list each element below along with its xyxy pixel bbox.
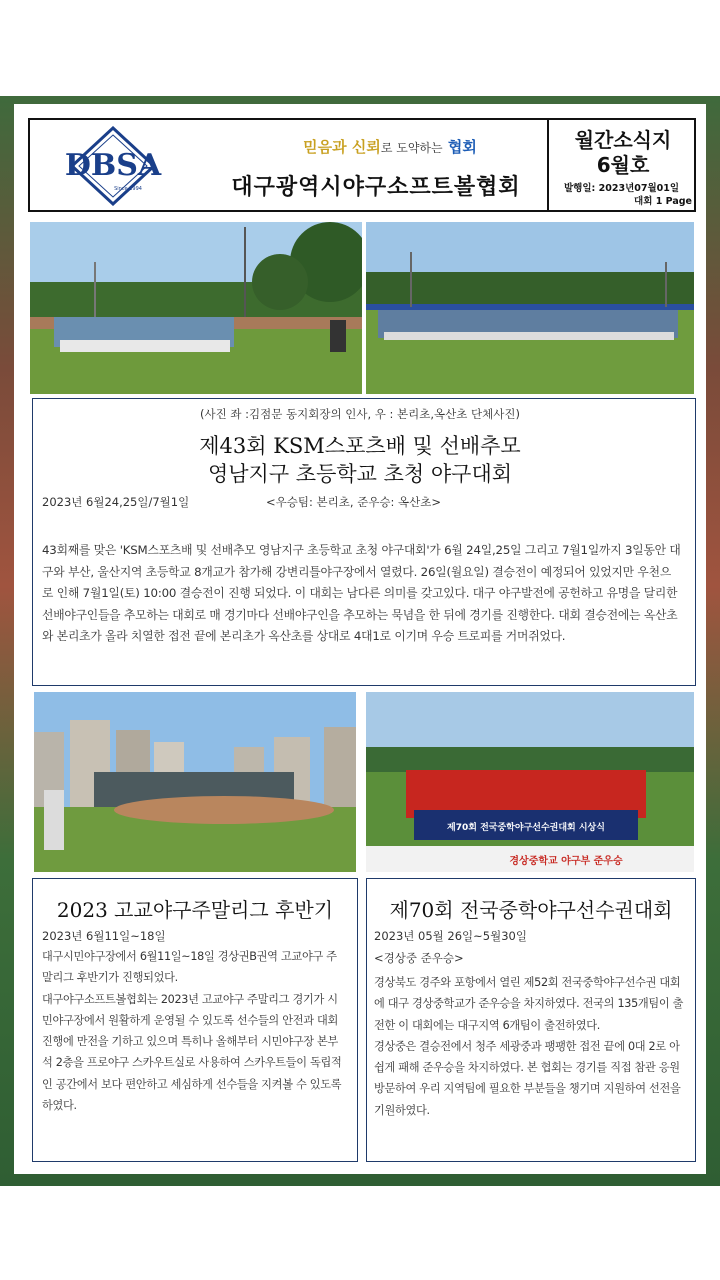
article-left-title: 2023 고교야구주말리그 후반기 xyxy=(56,898,334,922)
article-left-para2: 대구야구소프트볼협회는 2023년 고교야구 주말리그 경기가 시민야구장에서 원활하게 운영될 수 있도록 선수들의 안전과 대회진행에 만전을 기하고 있으며 특히나 올해부터 시민야구장 본부석 2층을 프로야구 스카우트실로 사용하여 스카우트들이 독립적인 공간에서 보다 편안하고 세심하게 선수들을 지켜볼 수 있도록 하였다. xyxy=(42,992,342,1113)
article-right-title: 제70회 전국중학야구선수권대회 xyxy=(389,898,673,922)
slogan-part3: 협회 xyxy=(442,138,477,156)
article-left-date: 2023년 6월11일~18일 xyxy=(42,929,166,943)
photo-greeting xyxy=(30,222,362,394)
awards-banner-text: 제70회 전국중학야구선수권대회 시상식 xyxy=(447,823,605,833)
article-main-headline xyxy=(60,432,660,488)
article-right-body xyxy=(374,972,688,1121)
article-right-result: <경상중 준우승> xyxy=(374,951,464,965)
issue-date: 발행일: 2023년07월01일 xyxy=(564,183,680,194)
article-main-winners: <우승팀: 본리초, 준우승: 옥산초> xyxy=(266,495,441,509)
issue-title xyxy=(552,128,694,178)
headline-line2: 영남지구 초등학교 초청 야구대회 xyxy=(207,462,513,486)
photo-awards-ceremony xyxy=(366,692,694,872)
issue-title-line1: 월간소식지 xyxy=(574,128,672,152)
slogan-part1: 믿음과 신뢰 xyxy=(303,138,381,156)
issue-page: 대회 1 Page xyxy=(634,196,692,207)
logo-since: Since 1994 xyxy=(114,186,142,192)
slogan-part2: 로 도약하는 xyxy=(380,141,443,155)
page-margin-top xyxy=(0,0,720,96)
masthead-divider xyxy=(547,120,549,210)
article-main-date: 2023년 6월24,25일/7월1일 xyxy=(42,495,190,509)
issue-meta xyxy=(552,182,694,208)
masthead xyxy=(28,118,696,212)
photo-caption: (사진 좌 :김점문 동지회장의 인사, 우 : 본리초,옥산초 단체사진) xyxy=(200,407,520,421)
issue-title-line2: 6월호 xyxy=(596,153,650,177)
photo-team-group xyxy=(366,222,694,394)
article-right-para2: 경상중은 결승전에서 청주 세광중과 팽팽한 접전 끝에 0대 2로 아쉽게 패해 준우승을 차지하였다. 본 협회는 경기를 직접 참관 응원방문하여 우리 지역팀에 필요한 부분들을 챙기며 지원하여 선전을 기원하였다. xyxy=(374,1039,681,1117)
association-name: 대구광역시야구소프트볼협회 xyxy=(231,175,521,200)
headline-line1: 제43회 KSM스포츠배 및 선배추모 xyxy=(199,434,521,458)
page-margin-bottom xyxy=(0,1186,720,1280)
slogan xyxy=(260,136,520,157)
article-main-body: 43회째를 맞은 'KSM스포츠배 및 선배추모 영남지구 초등학교 초청 야구대회'가 6월 24일,25일 그리고 7월1일까지 3일동안 대구와 부산, 울산지역 초등학교 8개교가 참가해 강변리틀야구장에서 열렸다. 26일(월요일) 결승전이 예정되어 있었지만 우천으로 인해 7월1일(토) 10:00 결승전이 진행 되었다. 이 대회는 남다른 의미를 갖고있다. 대구 야구발전에 공헌하고 유명을 달리한 선배야구인들을 추모하는 대회로 매 경기마다 선배야구인을 추모하는 묵념을 한 뒤에 경기를 진행한다. 대회 결승전에는 옥산초와 본리초가 올라 치열한 접전 끝에 본리초가 옥산초를 상대로 4대1로 이기며 우승 트로피를 거머쥐었다. xyxy=(42,543,681,643)
logo-text: DBSA xyxy=(64,148,162,183)
article-right-date: 2023년 05월 26일~5월30일 xyxy=(374,929,527,943)
article-main-dateline xyxy=(42,494,662,510)
article-left-para1: 대구시민야구장에서 6월11일~18일 경상권B권역 고교야구 주말리그 후반기가 진행되었다. xyxy=(42,950,337,985)
article-right-para1: 경상북도 경주와 포항에서 열린 제52회 전국중학야구선수권 대회에 대구 경상중학교가 준우승을 차지하였다. 전국의 135개팀이 출전한 이 대회에는 대구지역 6개팀이 출전하였다. xyxy=(374,976,684,1032)
photo-stadium xyxy=(34,692,356,872)
awards-bottom-banner: 경상중학교 야구부 준우승 xyxy=(509,856,623,867)
article-left-body xyxy=(42,946,346,1116)
dbsa-logo xyxy=(48,126,178,206)
